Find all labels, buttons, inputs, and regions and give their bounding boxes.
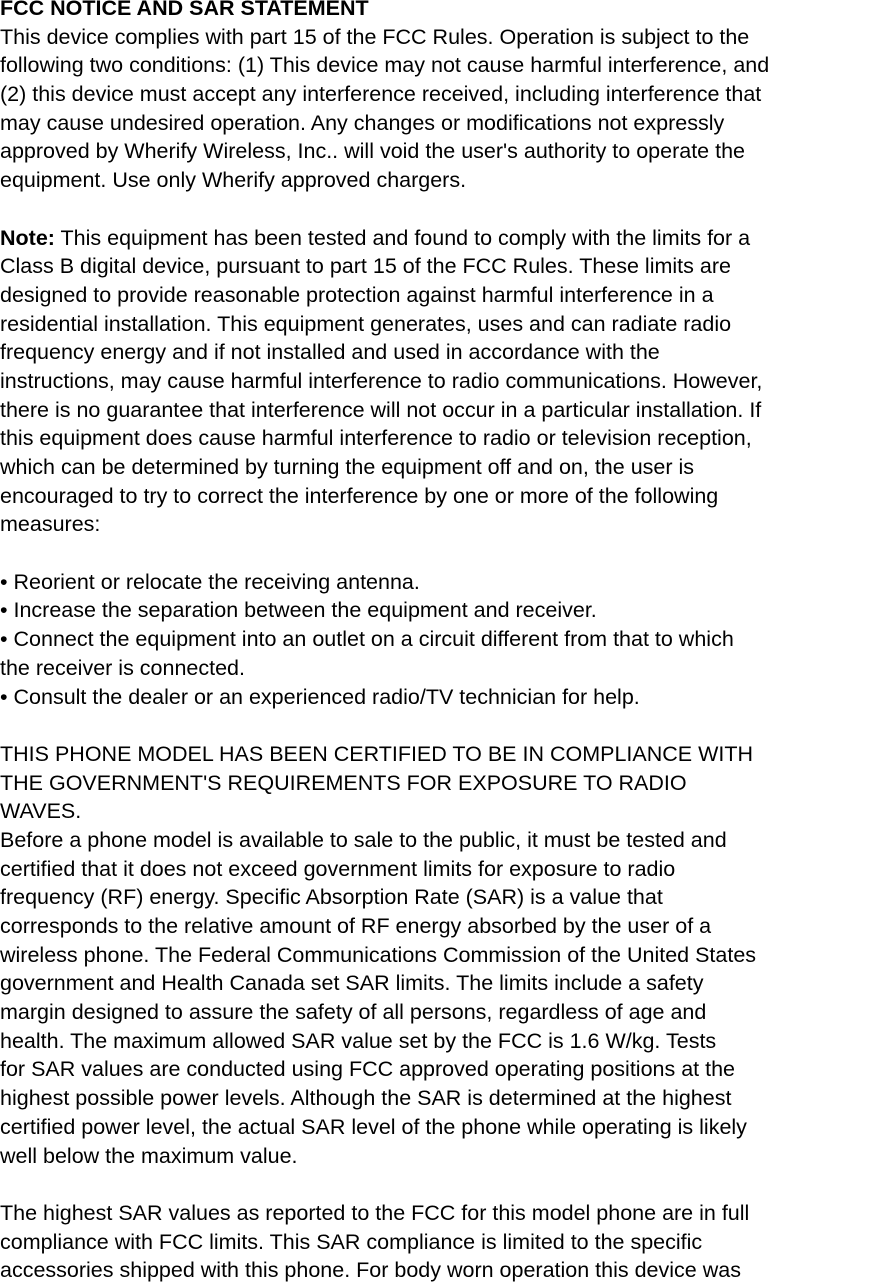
- text-line: THIS PHONE MODEL HAS BEEN CERTIFIED TO BE IN COMPLIANCE WITH: [0, 741, 754, 766]
- text-line: equipment. Use only Wherify approved chargers.: [0, 168, 467, 193]
- paragraph-spacer: [0, 195, 892, 224]
- text-line: accessories shipped with this phone. For body worn operation this device was: [0, 1258, 741, 1283]
- document-title: FCC NOTICE AND SAR STATEMENT: [0, 0, 369, 20]
- sar-heading: [0, 740, 892, 826]
- text-line: The highest SAR values as reported to the FCC for this model phone are in full: [0, 1200, 750, 1225]
- text-line: [0, 224, 892, 253]
- text-line: corresponds to the relative amount of RF energy absorbed by the user of a: [0, 914, 712, 938]
- text-line: designed to provide reasonable protection against harmful interference in a: [0, 282, 714, 307]
- text-line: (2) this device must accept any interference received, including interference that: [0, 82, 762, 107]
- text-line: there is no guarantee that interference will not occur in a particular installation. If: [0, 397, 762, 422]
- note-paragraph: [0, 224, 892, 540]
- text-line: well below the maximum value.: [0, 1143, 298, 1168]
- text-line: frequency energy and if not installed and used in accordance with the: [0, 340, 660, 365]
- text-line: measures:: [0, 512, 101, 537]
- text-line: wireless phone. The Federal Communications Commission of the United States: [0, 942, 757, 967]
- text-line: certified power level, the actual SAR level of the phone while operating is likely: [0, 1114, 747, 1139]
- text-line: residential installation. This equipment generates, uses and can radiate radio: [0, 311, 732, 336]
- text-line: may cause undesired operation. Any changes or modifications not expressly: [0, 110, 725, 135]
- text-line: government and Health Canada set SAR limits. The limits include a safety: [0, 971, 704, 996]
- text-line: health. The maximum allowed SAR value set by the FCC is 1.6 W/kg. Tests: [0, 1028, 717, 1053]
- measures-list: [0, 568, 892, 711]
- paragraph-spacer: [0, 539, 892, 568]
- list-item: • Consult the dealer or an experienced radio/TV technician for help.: [0, 684, 640, 709]
- sar-paragraph: [0, 826, 892, 1170]
- text-line: encouraged to try to correct the interference by one or more of the following: [0, 483, 719, 508]
- text-line: THE GOVERNMENT'S REQUIREMENTS FOR EXPOSURE TO RADIO: [0, 770, 687, 795]
- text-line: Before a phone model is available to sale to the public, it must be tested and: [0, 827, 727, 852]
- note-label: Note:: [0, 225, 55, 250]
- text-line: following two conditions: (1) This device may not cause harmful interference, and: [0, 53, 770, 78]
- text-line: for SAR values are conducted using FCC approved operating positions at the: [0, 1057, 736, 1082]
- text-line: which can be determined by turning the equipment off and on, the user is: [0, 455, 695, 479]
- text-line: frequency (RF) energy. Specific Absorption Rate (SAR) is a value that: [0, 885, 663, 910]
- text-line: WAVES.: [0, 799, 82, 824]
- text-line: This device complies with part 15 of the FCC Rules. Operation is subject to the: [0, 24, 750, 49]
- final-paragraph: [0, 1199, 892, 1285]
- text-line: Class B digital device, pursuant to part 15 of the FCC Rules. These limits are: [0, 254, 731, 279]
- text-line: certified that it does not exceed government limits for exposure to radio: [0, 856, 676, 881]
- text-line: margin designed to assure the safety of all persons, regardless of age and: [0, 1000, 707, 1025]
- fcc-compliance-paragraph: [0, 23, 892, 195]
- note-first-line: This equipment has been tested and found to comply with the limits for a: [54, 225, 751, 250]
- list-item: the receiver is connected.: [0, 655, 245, 680]
- text-line: compliance with FCC limits. This SAR compliance is limited to the specific: [0, 1229, 703, 1254]
- text-line: instructions, may cause harmful interference to radio communications. However,: [0, 368, 763, 393]
- list-item: • Reorient or relocate the receiving antenna.: [0, 569, 420, 594]
- text-line: this equipment does cause harmful interference to radio or television reception,: [0, 426, 752, 451]
- paragraph-spacer: [0, 711, 892, 740]
- paragraph-spacer: [0, 1170, 892, 1199]
- list-item: • Connect the equipment into an outlet on a circuit different from that to which: [0, 627, 734, 652]
- text-line: approved by Wherify Wireless, Inc.. will void the user's authority to operate the: [0, 139, 745, 164]
- text-line: highest possible power levels. Although the SAR is determined at the highest: [0, 1086, 732, 1111]
- list-item: • Increase the separation between the equipment and receiver.: [0, 598, 597, 623]
